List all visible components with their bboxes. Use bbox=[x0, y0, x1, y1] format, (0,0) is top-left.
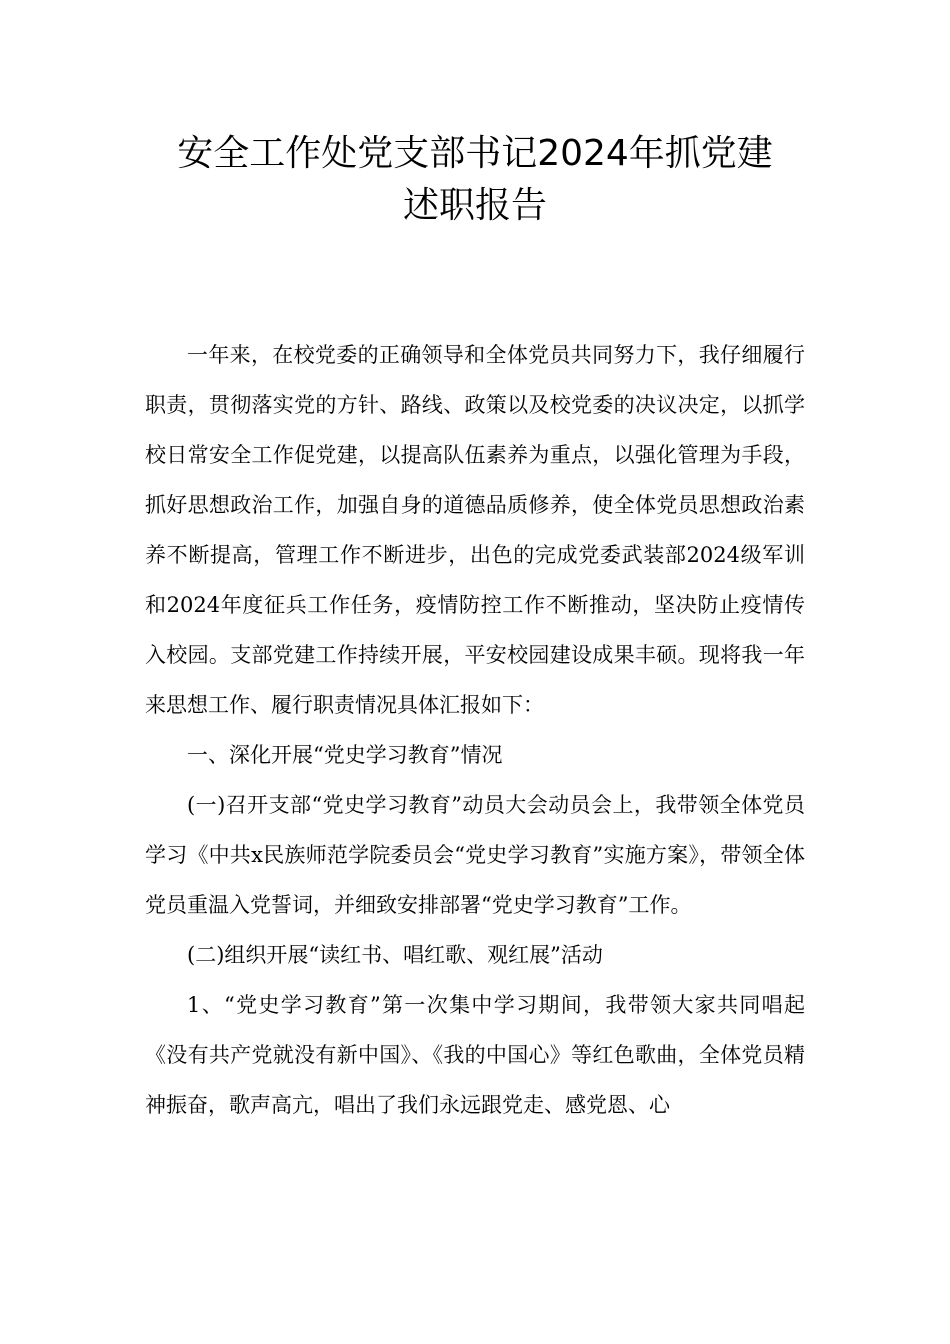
paragraph-item-1: 1、“党史学习教育”第一次集中学习期间，我带领大家共同唱起《没有共产党就没有新中国》、《我的中国心》等红色歌曲，全体党员精神振奋，歌声高亢，唱出了我们永远跟党走、感党恩、心 bbox=[145, 993, 805, 1117]
subsection-heading-2: (二)组织开展“读红书、唱红歌、观红展”活动 bbox=[187, 943, 603, 967]
document-title-line-1: 安全工作处党支部书记2024年抓党建 bbox=[177, 133, 773, 174]
document-body bbox=[145, 330, 805, 1130]
paragraph-intro: 一年来，在校党委的正确领导和全体党员共同努力下，我仔细履行职责，贯彻落实党的方针、路线、政策以及校党委的决议决定，以抓学校日常安全工作促党建，以提高队伍素养为重点，以强化管理为手段，抓好思想政治工作，加强自身的道德品质修养，使全体党员思想政治素养不断提高，管理工作不断进步，出色的完成党委武装部2024级军训和2024年度征兵工作任务，疫情防控工作不断推动，坚决防止疫情传入校园。支部党建工作持续开展，平安校园建设成果丰硕。现将我一年来思想工作、履行职责情况具体汇报如下： bbox=[145, 343, 805, 717]
section-heading-1: 一、深化开展“党史学习教育”情况 bbox=[187, 743, 503, 767]
document-title-line-2: 述职报告 bbox=[402, 185, 547, 226]
paragraph-subsection-1: (一)召开支部“党史学习教育”动员大会动员会上，我带领全体党员学习《中共x民族师范学院委员会“党史学习教育”实施方案》，带领全体党员重温入党誓词，并细致安排部署“党史学习教育”工作。 bbox=[145, 793, 805, 917]
